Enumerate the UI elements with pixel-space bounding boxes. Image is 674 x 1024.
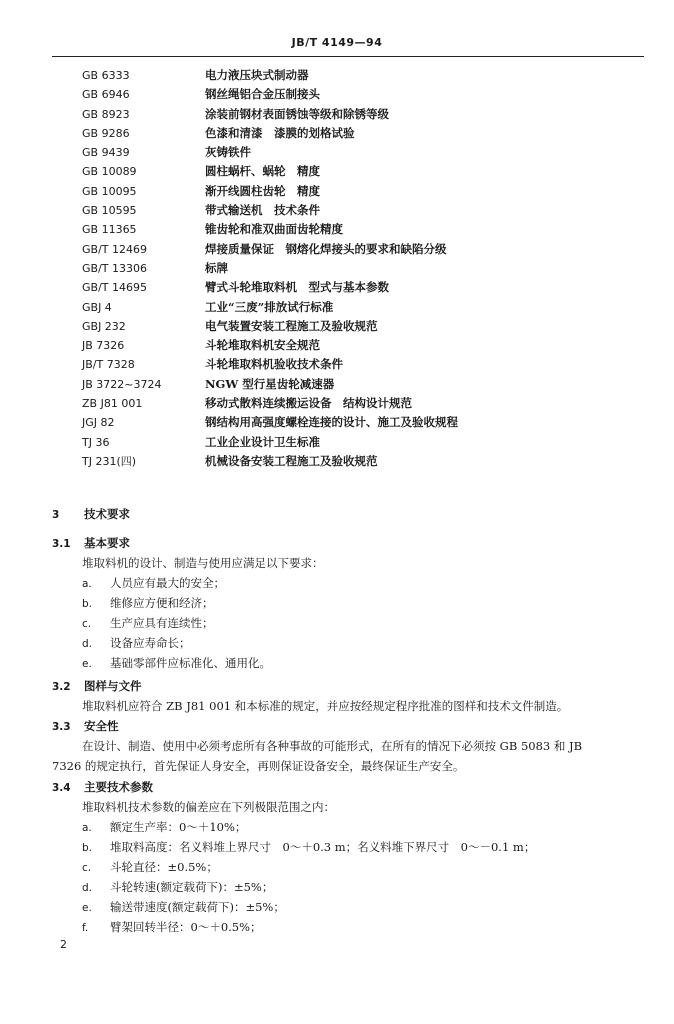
subsection-number: 3.3	[52, 721, 71, 733]
reference-row	[0, 220, 674, 239]
reference-code: GBJ 232	[82, 319, 126, 333]
subsection-number: 3.1	[52, 538, 71, 550]
paragraph: 堆取料机的设计、制造与使用应满足以下要求：	[82, 556, 324, 570]
reference-row	[0, 298, 674, 317]
list-item	[82, 858, 218, 878]
list-label: c.	[82, 618, 92, 630]
subsection-heading	[52, 717, 652, 737]
reference-code: JB 7326	[82, 339, 125, 353]
reference-row	[0, 182, 674, 201]
reference-title: 移动式散料连续搬运设备 结构设计规范	[205, 396, 412, 411]
reference-code: GB/T 14695	[82, 281, 147, 295]
list-label: c.	[82, 862, 92, 874]
list-label: d.	[82, 638, 93, 650]
subsection-title: 基本要求	[84, 536, 130, 550]
list-text: 人员应有最大的安全；	[110, 576, 225, 590]
reference-title: 斗轮堆取料机安全规范	[205, 338, 320, 353]
reference-row	[0, 124, 674, 143]
reference-code: GB 9286	[82, 126, 130, 140]
reference-title: 电力液压块式制动器	[205, 68, 309, 82]
list-item	[82, 654, 271, 674]
subsection-number: 3.4	[52, 782, 71, 794]
reference-code: GB 10595	[82, 204, 137, 218]
reference-title: 机械设备安装工程施工及验收规范	[205, 453, 378, 468]
list-label: a.	[82, 822, 92, 834]
reference-title: 钢丝绳铝合金压制接头	[205, 87, 320, 102]
list-text: 堆取料高度：名义料堆上界尺寸 0～＋0.3 m；名义料堆下界尺寸 0～－0.1 m；	[110, 840, 536, 854]
reference-title: 臂式斗轮堆取料机 型式与基本参数	[205, 280, 389, 295]
paragraph: 堆取料机技术参数的偏差应在下列极限范围之内：	[82, 800, 335, 814]
reference-row	[0, 452, 674, 471]
list-label: f.	[82, 922, 89, 934]
reference-title: NGW 型行星齿轮减速器	[205, 376, 335, 391]
list-text: 斗轮转速(额定载荷下)：±5%；	[110, 880, 274, 894]
reference-code: TJ 231(四)	[82, 454, 137, 468]
list-label: e.	[82, 902, 92, 914]
page-header: JB/T 4149—94	[291, 36, 383, 49]
reference-title: 灰铸铁件	[205, 145, 251, 160]
list-item	[82, 594, 214, 614]
list-item	[82, 614, 214, 634]
reference-code: GB 10089	[82, 165, 137, 179]
list-text: 维修应方便和经济；	[110, 596, 214, 610]
reference-code: GB/T 12469	[82, 242, 147, 256]
reference-code: GB 6333	[82, 69, 130, 82]
list-item	[82, 878, 273, 898]
reference-row	[0, 240, 674, 259]
list-text: 输送带速度(额定载荷下)：±5%；	[110, 900, 285, 914]
header-rule	[52, 56, 644, 57]
list-text: 臂架回转半径：0～＋0.5%；	[110, 920, 262, 934]
list-label: b.	[82, 842, 93, 854]
list-item	[82, 634, 191, 654]
reference-title: 锥齿轮和准双曲面齿轮精度	[205, 222, 343, 237]
reference-title: 斗轮堆取料机验收技术条件	[205, 357, 343, 372]
subsection-number: 3.2	[52, 681, 71, 693]
reference-title: 带式输送机 技术条件	[205, 203, 320, 218]
subsection-heading	[52, 778, 652, 798]
reference-code: JGJ 82	[82, 416, 115, 430]
reference-row	[0, 143, 674, 162]
reference-code: GB 8923	[82, 107, 130, 121]
reference-code: GB 11365	[82, 223, 137, 237]
list-text: 生产应具有连续性；	[110, 616, 214, 630]
reference-row	[0, 433, 674, 452]
list-item	[82, 898, 285, 918]
reference-row	[0, 259, 674, 278]
reference-code: TJ 36	[82, 435, 110, 449]
list-label: a.	[82, 578, 92, 590]
reference-code: GB 10095	[82, 184, 137, 198]
page-number: 2	[60, 938, 67, 951]
reference-row	[0, 413, 674, 432]
list-label: b.	[82, 598, 93, 610]
reference-row	[0, 355, 674, 374]
list-label: d.	[82, 882, 93, 894]
reference-row	[0, 394, 674, 413]
reference-title: 色漆和清漆 漆膜的划格试验	[205, 125, 355, 140]
list-item	[82, 818, 246, 838]
list-item	[82, 574, 225, 594]
subsection-title: 主要技术参数	[84, 780, 153, 794]
list-label: e.	[82, 658, 92, 670]
paragraph-line: 在设计、制造、使用中必须考虑所有各种事故的可能形式，在所有的情况下必须按 GB 5083 和 JB	[82, 739, 583, 753]
subsection-title: 安全性	[84, 719, 119, 733]
reference-title: 工业“三废”排放试行标准	[205, 299, 334, 314]
list-text: 设备应寿命长；	[110, 636, 191, 650]
reference-code: GBJ 4	[82, 300, 112, 314]
reference-code: GB 6946	[82, 88, 130, 102]
reference-row	[0, 85, 674, 104]
reference-title: 焊接质量保证 钢熔化焊接头的要求和缺陷分级	[205, 241, 447, 256]
reference-row	[0, 317, 674, 336]
list-text: 额定生产率：0～＋10%；	[110, 820, 247, 834]
paragraph-line: 7326 的规定执行，首先保证人身安全，再则保证设备安全，最终保证生产安全。	[52, 759, 465, 773]
reference-code: JB 3722~3724	[82, 377, 162, 391]
subsection-heading	[52, 534, 652, 554]
reference-row	[0, 375, 674, 394]
list-item	[82, 918, 262, 938]
list-text: 基础零部件应标准化、通用化。	[110, 656, 271, 670]
reference-title: 涂装前钢材表面锈蚀等级和除锈等级	[205, 106, 389, 121]
reference-code: JB/T 7328	[82, 358, 135, 372]
reference-code: GB/T 13306	[82, 261, 147, 275]
section-heading	[52, 505, 652, 525]
reference-row	[0, 162, 674, 181]
reference-title: 工业企业设计卫生标准	[205, 434, 320, 449]
reference-title: 标牌	[205, 260, 228, 275]
subsection-heading	[52, 677, 652, 697]
section-title: 技术要求	[84, 507, 130, 521]
list-text: 斗轮直径：±0.5%；	[110, 860, 218, 874]
reference-row	[0, 201, 674, 220]
reference-title: 电气装置安装工程施工及验收规范	[205, 318, 378, 333]
section-number: 3	[52, 509, 60, 521]
list-item	[82, 838, 535, 858]
reference-title: 圆柱蜗杆、蜗轮 精度	[205, 164, 320, 179]
subsection-title: 图样与文件	[84, 679, 142, 693]
reference-code: GB 9439	[82, 146, 130, 160]
reference-row	[0, 278, 674, 297]
paragraph: 堆取料机应符合 ZB J81 001 和本标准的规定，并应按经规定程序批准的图样和技术文件制造。	[82, 699, 569, 713]
reference-title: 渐开线圆柱齿轮 精度	[205, 183, 320, 198]
reference-list	[0, 66, 674, 471]
reference-row	[0, 336, 674, 355]
reference-title: 钢结构用高强度螺栓连接的设计、施工及验收规程	[205, 415, 458, 430]
reference-row	[0, 105, 674, 124]
reference-code: ZB J81 001	[82, 397, 143, 411]
reference-row	[0, 66, 674, 85]
